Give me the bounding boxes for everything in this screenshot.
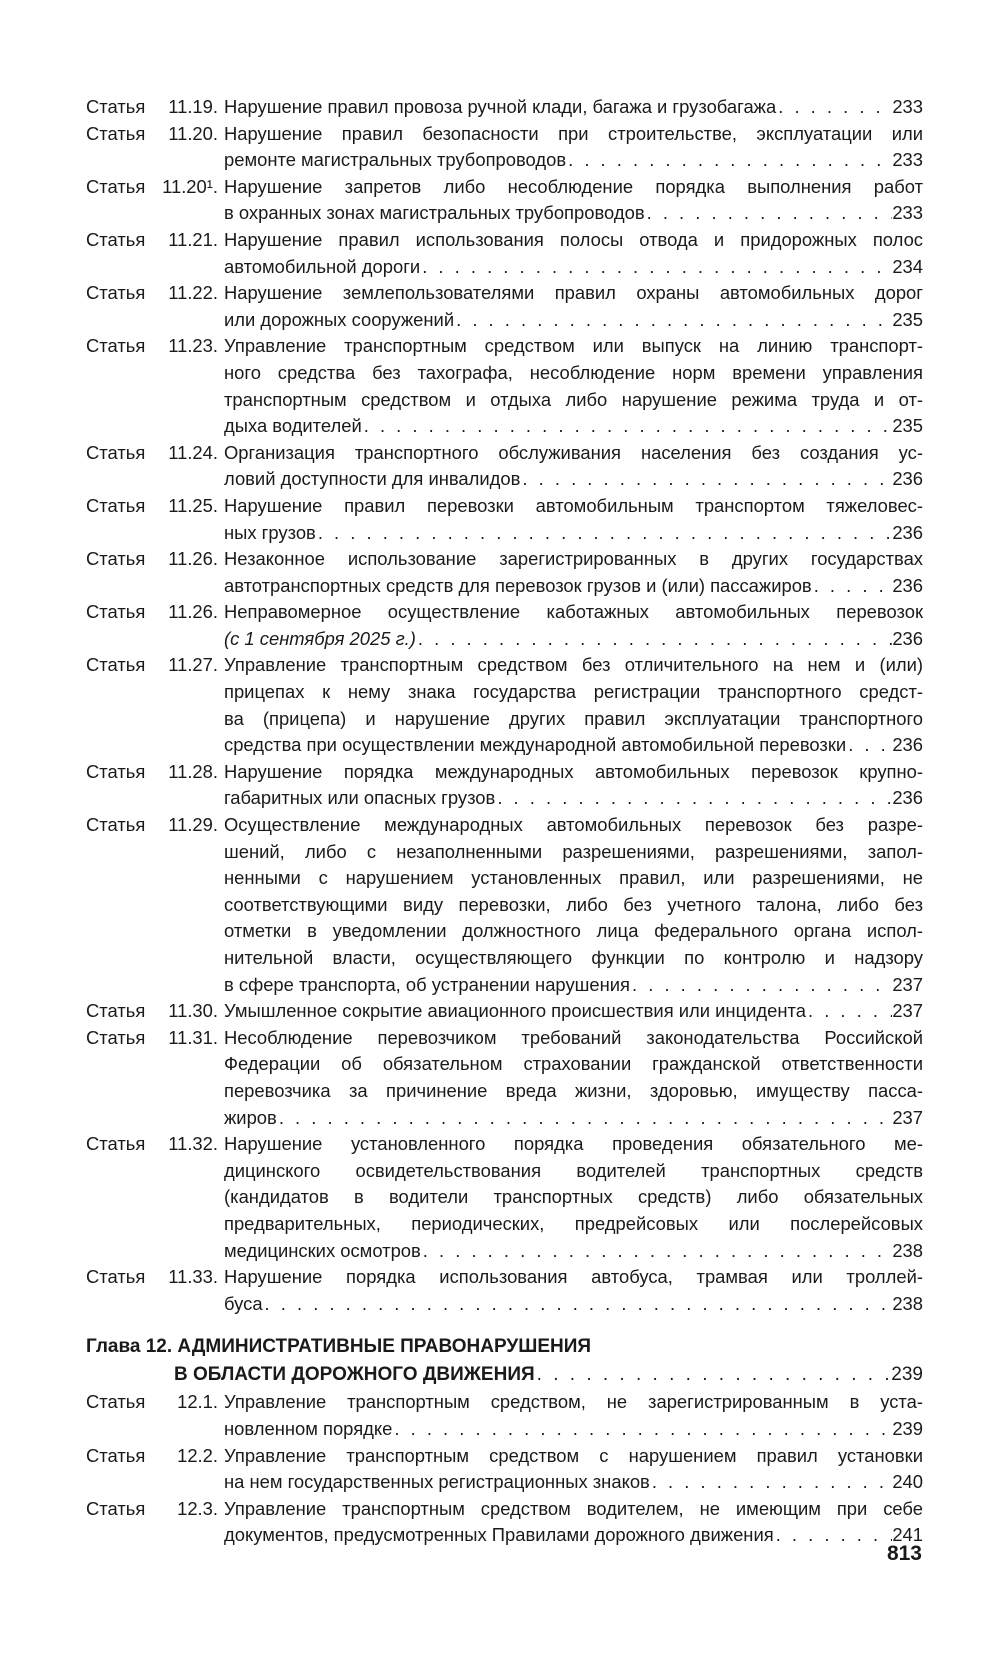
leader-dots (263, 1291, 893, 1318)
article-label (86, 1025, 224, 1131)
article-label (86, 333, 224, 439)
chapter-title-line1: Глава 12. АДМИНИСТРАТИВНЫЕ ПРАВОНАРУШЕНИЯ (86, 1336, 592, 1358)
article-title-line: Нарушение порядка использования автобуса, трамвая или троллей- (224, 1266, 923, 1288)
article-title (224, 998, 923, 1025)
article-title-line: Неправомерное осуществление каботажных автомобильных перевозок (224, 601, 923, 623)
article-page-number: 238 (892, 1292, 923, 1314)
article-label (86, 759, 224, 812)
article-title-line: Организация транспортного обслуживания населения без создания ус- (224, 441, 923, 463)
article-page-number: 235 (892, 308, 923, 330)
article-label (86, 599, 224, 652)
leader-dots (774, 1522, 893, 1549)
leader-dots (776, 94, 892, 121)
article-title-text: медицинских осмотров (224, 1239, 421, 1261)
article-title-text: автомобильной дороги (224, 255, 421, 277)
article-title (224, 493, 923, 546)
toc-entry (86, 174, 923, 227)
article-title-line: дицинского освидетельствования водителей транспортных средств (224, 1159, 923, 1181)
article-title-line: Нарушение правил использования полосы отвода и придорожных полос (224, 228, 923, 250)
leader-dots (421, 1238, 893, 1265)
article-number: 11.25. (168, 494, 218, 516)
article-title (224, 1131, 923, 1264)
leader-dots (645, 200, 893, 227)
article-title-last-line (224, 626, 923, 653)
article-word: Статья (86, 654, 146, 676)
article-title-last-line (224, 1522, 923, 1549)
toc-entry (86, 121, 923, 174)
article-number: 12.2. (177, 1444, 218, 1466)
article-title (224, 599, 923, 652)
article-label (86, 94, 224, 121)
article-title-last-line (224, 998, 923, 1025)
article-title-line: Управление транспортным средством водителем, не имеющим при себе (224, 1497, 923, 1519)
article-word: Статья (86, 814, 146, 836)
article-title-line: Нарушение установленного порядка проведения обязательного ме- (224, 1133, 923, 1155)
article-title-text: буса (224, 1292, 263, 1314)
article-title-text: новленном порядке (224, 1417, 393, 1439)
article-title-text: документов, предусмотренных Правилами дорожного движения (224, 1524, 774, 1546)
toc-entry (86, 1131, 923, 1264)
leader-dots (812, 573, 893, 600)
article-number: 12.1. (177, 1391, 218, 1413)
article-title-line: Нарушение порядка международных автомобильных перевозок крупно- (224, 760, 923, 782)
article-label (86, 174, 224, 227)
article-label (86, 1389, 224, 1442)
article-title-text: ловий доступности для инвалидов (224, 468, 521, 490)
article-number: 11.24. (168, 441, 218, 463)
article-title-line: Осуществление международных автомобильных перевозок без разре- (224, 814, 923, 836)
article-number: 11.23. (168, 335, 218, 357)
leader-dots (495, 785, 892, 812)
article-title-line: отметки в уведомлении должностного лица федерального органа испол- (224, 920, 923, 942)
article-title-text: на нем государственных регистрационных знаков (224, 1471, 650, 1493)
article-title-text: дыха водителей (224, 415, 362, 437)
article-title-text: или дорожных сооружений (224, 308, 455, 330)
article-title (224, 652, 923, 758)
article-title-line: Управление транспортным средством без отличительного на нем и (или) (224, 654, 923, 676)
article-number: 11.20. (168, 122, 218, 144)
article-title-line: предварительных, периодических, предрейсовых или послерейсовых (224, 1212, 923, 1234)
article-title-line: Управление транспортным средством или выпуск на линию транспорт- (224, 335, 923, 357)
toc-entry (86, 1389, 923, 1442)
article-title-line: Управление транспортным средством с нарушением правил установки (224, 1444, 923, 1466)
article-title-last-line (224, 972, 923, 999)
article-number: 11.22. (168, 282, 218, 304)
article-title-line: ненными с нарушением установленных правил, или разрешениями, не (224, 867, 923, 889)
article-title-last-line (224, 413, 923, 440)
article-title-text: Нарушение правил провоза ручной клади, багажа и грузобагажа (224, 96, 777, 117)
article-title (224, 1443, 923, 1496)
article-title (224, 1496, 923, 1549)
article-number: 11.27. (168, 654, 218, 676)
toc-entry (86, 333, 923, 439)
article-title-line: шений, либо с незаполненными разрешениями, разрешениями, запол- (224, 840, 923, 862)
toc-entry (86, 759, 923, 812)
leader-dots (454, 307, 892, 334)
article-title-line: Управление транспортным средством, не зарегистрированным в уста- (224, 1391, 923, 1413)
article-title-last-line (224, 254, 923, 281)
article-label (86, 546, 224, 599)
article-title-last-line (224, 573, 923, 600)
article-number: 11.32. (168, 1133, 218, 1155)
toc-chapter-11-entries (86, 94, 923, 1317)
article-page-number: 233 (892, 202, 923, 224)
leader-dots (650, 1469, 892, 1496)
article-page-number: 236 (892, 734, 923, 756)
article-number: 11.20¹. (162, 175, 218, 197)
article-title-line: прицепах к нему знака государства регистрации транспортного средст- (224, 681, 923, 703)
article-number: 11.28. (168, 760, 218, 782)
chapter-page-number: 239 (891, 1364, 923, 1386)
chapter-title-line2: В ОБЛАСТИ ДОРОЖНОГО ДВИЖЕНИЯ (174, 1364, 535, 1386)
leader-dots (630, 972, 892, 999)
leader-dots (362, 413, 893, 440)
article-title (224, 280, 923, 333)
article-title-text: в сфере транспорта, об устранении нарушения (224, 973, 631, 995)
article-word: Статья (86, 1444, 146, 1466)
toc-entry (86, 440, 923, 493)
article-number: 11.30. (168, 1000, 218, 1022)
article-word: Статья (86, 122, 146, 144)
article-word: Статья (86, 1391, 146, 1413)
toc-entry (86, 812, 923, 998)
article-title-last-line (224, 200, 923, 227)
article-page-number: 236 (892, 521, 923, 543)
article-title-last-line (224, 520, 923, 547)
article-word: Статья (86, 601, 146, 623)
article-label (86, 998, 224, 1025)
article-title-last-line (224, 1291, 923, 1318)
article-page-number: 239 (892, 1417, 923, 1439)
article-page-number: 236 (892, 787, 923, 809)
leader-dots (420, 254, 892, 281)
article-title-last-line (224, 1416, 923, 1443)
article-title (224, 1025, 923, 1131)
article-page-number: 240 (892, 1471, 923, 1493)
article-title (224, 812, 923, 998)
leader-dots (806, 998, 892, 1025)
article-title (224, 1389, 923, 1442)
article-word: Статья (86, 760, 146, 782)
leader-dots (535, 1361, 892, 1389)
article-title-line: ва (прицепа) и нарушение других правил эксплуатации транспортного (224, 707, 923, 729)
article-title-text: жиров (224, 1106, 277, 1128)
toc-entry (86, 94, 923, 121)
article-title-text: в охранных зонах магистральных трубопроводов (224, 202, 645, 224)
article-title (224, 546, 923, 599)
toc-entry (86, 652, 923, 758)
article-word: Статья (86, 1000, 146, 1022)
leader-dots (277, 1105, 893, 1132)
article-title-last-line (224, 94, 923, 121)
toc-chapter-12-entries (86, 1389, 923, 1549)
article-label (86, 812, 224, 998)
toc-entry (86, 599, 923, 652)
article-word: Статья (86, 494, 146, 516)
article-title-line: нительной власти, осуществляющего функции по контролю и надзору (224, 947, 923, 968)
article-title-line: транспортным средством и отдыха либо нарушение режима труда и от- (224, 388, 923, 410)
article-title (224, 94, 923, 121)
toc-entry (86, 1025, 923, 1131)
article-word: Статья (86, 1133, 146, 1155)
toc-entry (86, 546, 923, 599)
article-title-last-line (224, 1469, 923, 1496)
article-word: Статья (86, 96, 146, 117)
article-word: Статья (86, 282, 146, 304)
leader-dots (416, 626, 892, 653)
toc-entry (86, 280, 923, 333)
toc-entry (86, 1443, 923, 1496)
article-title (224, 1264, 923, 1317)
article-title-line: перевозчика за причинение вреда жизни, здоровью, имуществу пасса- (224, 1079, 923, 1101)
article-label (86, 652, 224, 758)
article-title (224, 759, 923, 812)
article-word: Статья (86, 548, 146, 570)
article-number: 11.26. (168, 548, 218, 570)
chapter-title-line2-row (86, 1361, 923, 1389)
leader-dots (316, 520, 892, 547)
article-number: 11.33. (168, 1266, 218, 1288)
article-label (86, 1443, 224, 1496)
article-title (224, 333, 923, 439)
toc-entry (86, 1264, 923, 1317)
article-number: 11.31. (168, 1026, 218, 1048)
article-label (86, 121, 224, 174)
article-title-last-line (224, 307, 923, 334)
toc-entry (86, 998, 923, 1025)
article-title-line: Нарушение правил безопасности при строительстве, эксплуатации или (224, 122, 923, 144)
article-page-number: 236 (892, 627, 923, 649)
article-title-last-line (224, 1105, 923, 1132)
article-label (86, 493, 224, 546)
article-word: Статья (86, 1266, 146, 1288)
article-title-text: Умышленное сокрытие авиационного происшествия или инцидента (224, 1000, 806, 1022)
chapter-heading (86, 1333, 923, 1389)
article-word: Статья (86, 228, 146, 250)
article-number: 11.19. (168, 96, 218, 117)
article-title-line: Нарушение запретов либо несоблюдение порядка выполнения работ (224, 175, 923, 197)
article-page-number: 237 (892, 1106, 923, 1128)
article-page-number: 234 (892, 255, 923, 277)
article-word: Статья (86, 175, 146, 197)
leader-dots (392, 1416, 892, 1443)
article-title-line: Нарушение землепользователями правил охраны автомобильных дорог (224, 282, 923, 304)
article-number: 12.3. (177, 1497, 218, 1519)
article-title (224, 174, 923, 227)
article-word: Статья (86, 1497, 146, 1519)
article-title-last-line (224, 732, 923, 759)
article-title-text: габаритных или опасных грузов (224, 787, 496, 809)
article-page-number: 235 (892, 415, 923, 437)
article-title (224, 440, 923, 493)
article-page-number: 233 (892, 149, 923, 171)
leader-dots (846, 732, 892, 759)
article-title-last-line (224, 466, 923, 493)
article-page-number: 237 (892, 973, 923, 995)
article-label (86, 1496, 224, 1549)
article-title-line: Незаконное использование зарегистрированных в других государствах (224, 548, 923, 570)
toc-entry (86, 227, 923, 280)
toc-entry (86, 493, 923, 546)
article-word: Статья (86, 335, 146, 357)
article-word: Статья (86, 1026, 146, 1048)
article-label (86, 1264, 224, 1317)
article-title-text: средства при осуществлении международной автомобильной перевозки (224, 734, 847, 756)
article-page-number: 237 (892, 1000, 923, 1022)
article-number: 11.26. (168, 601, 218, 623)
article-title (224, 227, 923, 280)
article-title (224, 121, 923, 174)
article-title-last-line (224, 1238, 923, 1265)
article-title-text: ных грузов (224, 521, 316, 543)
article-title-last-line (224, 147, 923, 174)
article-title-line: Федерации об обязательном страховании гражданской ответственности (224, 1053, 923, 1075)
article-title-line: Несоблюдение перевозчиком требований законодательства Российской (224, 1026, 923, 1048)
article-label (86, 1131, 224, 1264)
article-title-text: ремонте магистральных трубопроводов (224, 149, 567, 171)
article-title-text: (с 1 сентября 2025 г.) (224, 627, 416, 649)
article-page-number: 233 (892, 96, 923, 117)
article-label (86, 440, 224, 493)
article-page-number: 238 (892, 1239, 923, 1261)
article-title-line: Нарушение правил перевозки автомобильным транспортом тяжеловес- (224, 494, 923, 516)
article-page-number: 236 (892, 468, 923, 490)
article-number: 11.29. (168, 814, 218, 836)
article-title-text: автотранспортных средств для перевозок грузов и (или) пассажиров (224, 574, 812, 596)
article-page-number: 241 (892, 1524, 923, 1546)
article-page-number: 236 (892, 574, 923, 596)
page-number: 813 (886, 1542, 922, 1565)
article-number: 11.21. (168, 228, 218, 250)
article-label (86, 227, 224, 280)
article-label (86, 280, 224, 333)
article-title-last-line (224, 785, 923, 812)
article-word: Статья (86, 441, 146, 463)
leader-dots (566, 147, 892, 174)
toc-entry (86, 1496, 923, 1549)
article-title-line: ного средства без тахографа, несоблюдение норм времени управления (224, 361, 923, 383)
article-title-line: (кандидатов в водители транспортных средств) либо обязательных (224, 1186, 923, 1208)
leader-dots (520, 466, 892, 493)
article-title-line: соответствующими виду перевозки, либо без учетного талона, либо без (224, 893, 923, 915)
table-of-contents (86, 94, 923, 1549)
